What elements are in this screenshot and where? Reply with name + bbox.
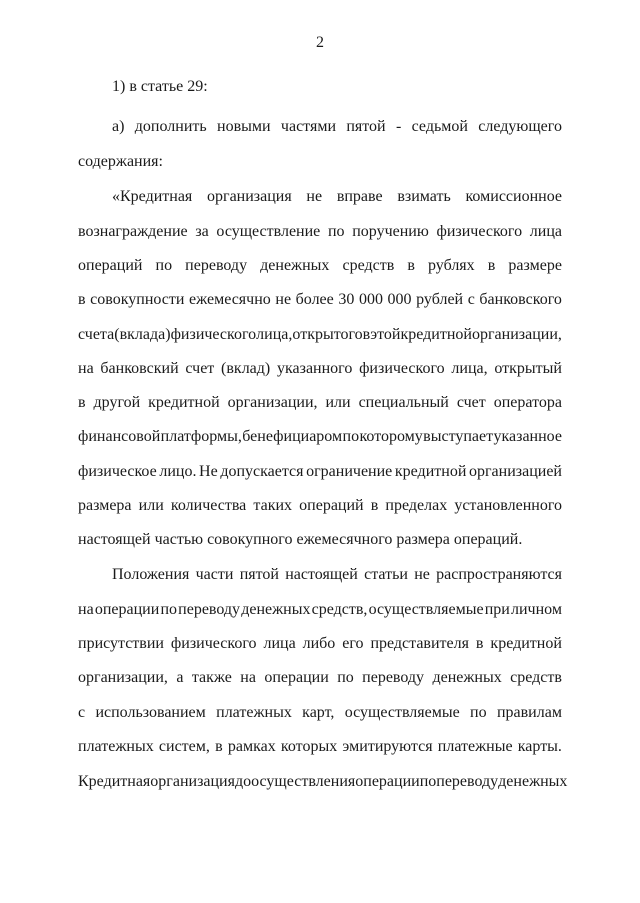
page-number: 2 — [316, 34, 324, 51]
text-line — [112, 117, 562, 137]
word: физического — [170, 326, 257, 343]
word: установленного — [454, 497, 562, 514]
word: счет — [456, 394, 486, 411]
word: ограничение — [306, 463, 393, 480]
text-line — [78, 703, 562, 723]
word: совокупности — [90, 291, 185, 308]
word: представителя — [370, 635, 469, 652]
word: размере — [508, 257, 562, 274]
word: личном — [510, 601, 562, 618]
word: поручению — [352, 223, 429, 240]
word: осуществление — [216, 223, 321, 240]
word: вправе — [336, 188, 383, 205]
word: платежные — [437, 738, 513, 755]
word: - — [395, 118, 402, 135]
text-line — [112, 187, 562, 207]
word: в — [475, 635, 484, 652]
word: этой — [370, 326, 401, 343]
word: по — [337, 669, 354, 686]
word: по — [155, 257, 173, 274]
word: организации, — [78, 669, 168, 686]
text-line: настоящей частью совокупного ежемесячного размера операций. — [78, 531, 523, 548]
word: или — [138, 497, 164, 514]
word: денежных — [498, 773, 568, 790]
word: лица — [263, 635, 296, 652]
word: переводу — [178, 601, 241, 618]
word: кредитной — [400, 326, 472, 343]
word: количества — [170, 497, 247, 514]
word: по — [470, 704, 487, 721]
word: платформы, — [160, 428, 242, 445]
word: карты. — [517, 738, 562, 755]
word: не — [414, 566, 430, 583]
word: лица, — [256, 326, 293, 343]
text-line — [78, 256, 562, 276]
word: с — [78, 704, 86, 721]
word: переводу — [362, 669, 425, 686]
word: банковский — [100, 360, 179, 377]
text-line — [78, 462, 562, 482]
word: лицо. — [159, 463, 197, 480]
text-line — [78, 496, 562, 516]
word: осуществляемые — [344, 704, 460, 721]
word: также — [191, 669, 232, 686]
word: (вклад) — [221, 360, 271, 377]
word: на — [78, 601, 94, 618]
word: операции — [355, 773, 420, 790]
word: либо — [302, 635, 336, 652]
word: следующего — [478, 118, 562, 135]
word: (вклада) — [114, 326, 171, 343]
word: выступает — [423, 428, 494, 445]
word: платежных — [216, 704, 292, 721]
word: указанного — [276, 360, 353, 377]
word: систем, — [158, 738, 210, 755]
word: не — [275, 291, 292, 308]
word: кредитной — [490, 635, 562, 652]
word: которому — [359, 428, 423, 445]
word: с — [467, 291, 475, 308]
word: по — [327, 223, 345, 240]
word: операций — [299, 497, 364, 514]
word: его — [342, 635, 364, 652]
word: ежемесячно — [189, 291, 271, 308]
text-line — [112, 565, 562, 585]
word: в — [78, 291, 86, 308]
text-line — [78, 222, 562, 242]
word: открытый — [494, 360, 562, 377]
word: а) — [112, 118, 125, 135]
text-line — [78, 290, 562, 310]
word: в — [407, 257, 415, 274]
word: кредитной — [148, 394, 220, 411]
word: организации, — [227, 394, 318, 411]
word: финансовой — [78, 428, 161, 445]
word: оператора — [493, 394, 562, 411]
word: до — [234, 773, 252, 790]
text-line — [78, 668, 562, 688]
word: карт, — [302, 704, 335, 721]
word: по — [342, 428, 360, 445]
word: в — [215, 738, 223, 755]
word: более — [295, 291, 334, 308]
word: на — [78, 360, 94, 377]
word: за — [195, 223, 209, 240]
word: правилам — [496, 704, 562, 721]
word: лица, — [451, 360, 488, 377]
word: вознаграждение — [78, 223, 188, 240]
word: статьи — [364, 566, 408, 583]
word: не — [306, 188, 323, 205]
word: рублей — [416, 291, 464, 308]
word: в — [487, 257, 496, 274]
word: операции — [264, 669, 329, 686]
word: Не — [199, 463, 218, 480]
word: средств, — [311, 601, 368, 618]
text-line — [78, 427, 562, 447]
word: дополнить — [134, 118, 207, 135]
word: другой — [93, 394, 141, 411]
text-line — [78, 325, 562, 345]
word: счет — [185, 360, 215, 377]
word: счета — [78, 326, 115, 343]
word: или — [325, 394, 351, 411]
word: Положения — [112, 566, 190, 583]
word: комиссионное — [465, 188, 562, 205]
word: организация — [207, 188, 292, 205]
word: в — [362, 326, 371, 343]
word: при — [484, 601, 510, 618]
text-line: содержания: — [78, 153, 163, 170]
word: пределах — [385, 497, 448, 514]
text-line — [78, 634, 562, 654]
word: 000 — [387, 291, 412, 308]
word: организация — [150, 773, 235, 790]
word: переводу — [185, 257, 248, 274]
text-line: 1) в статье 29: — [112, 78, 208, 95]
word: настоящей — [285, 566, 358, 583]
word: присутствии — [78, 635, 164, 652]
word: 30 — [338, 291, 355, 308]
word: физического — [170, 635, 257, 652]
word: бенефициаром — [242, 428, 343, 445]
word: «Кредитная — [112, 188, 193, 205]
text-line — [78, 737, 562, 757]
word: допускается — [220, 463, 304, 480]
word: которых — [280, 738, 338, 755]
word: взимать — [397, 188, 451, 205]
word: в — [78, 394, 86, 411]
word: средств — [342, 257, 395, 274]
word: денежных — [432, 669, 502, 686]
word: денежных — [260, 257, 330, 274]
word: физического — [436, 223, 523, 240]
word: операций — [78, 257, 143, 274]
word: части — [195, 566, 234, 583]
word: организации, — [471, 326, 562, 343]
word: пятой — [346, 118, 386, 135]
word: операции — [94, 601, 160, 618]
word: рублях — [428, 257, 475, 274]
word: денежных — [241, 601, 311, 618]
text-line — [78, 359, 562, 379]
word: Кредитная — [78, 773, 151, 790]
word: седьмой — [411, 118, 468, 135]
text-line — [78, 393, 562, 413]
word: 000 — [358, 291, 383, 308]
word: физического — [359, 360, 445, 377]
word: частями — [280, 118, 336, 135]
word: физическое — [78, 463, 157, 480]
word: средств — [510, 669, 562, 686]
word: рамках — [227, 738, 276, 755]
word: организацией — [468, 463, 562, 480]
word: таких — [253, 497, 293, 514]
word: платежных — [78, 738, 154, 755]
word: банковского — [479, 291, 562, 308]
word: эмитируются — [342, 738, 433, 755]
word: осуществления — [251, 773, 356, 790]
word: указанное — [493, 428, 562, 445]
word: размера — [78, 497, 132, 514]
word: специальный — [358, 394, 449, 411]
word: на — [240, 669, 256, 686]
text-line — [78, 600, 562, 620]
word: новыми — [217, 118, 271, 135]
word: по — [419, 773, 437, 790]
word: лица — [529, 223, 562, 240]
word: осуществляемые — [368, 601, 484, 618]
word: по — [160, 601, 177, 618]
word: пятой — [239, 566, 279, 583]
word: переводу — [436, 773, 499, 790]
word: а — [176, 669, 184, 686]
text-line — [78, 772, 568, 792]
word: кредитной — [394, 463, 467, 480]
word: открытого — [292, 326, 363, 343]
word: в — [370, 497, 379, 514]
word: использованием — [95, 704, 206, 721]
word: распространяются — [436, 566, 562, 583]
